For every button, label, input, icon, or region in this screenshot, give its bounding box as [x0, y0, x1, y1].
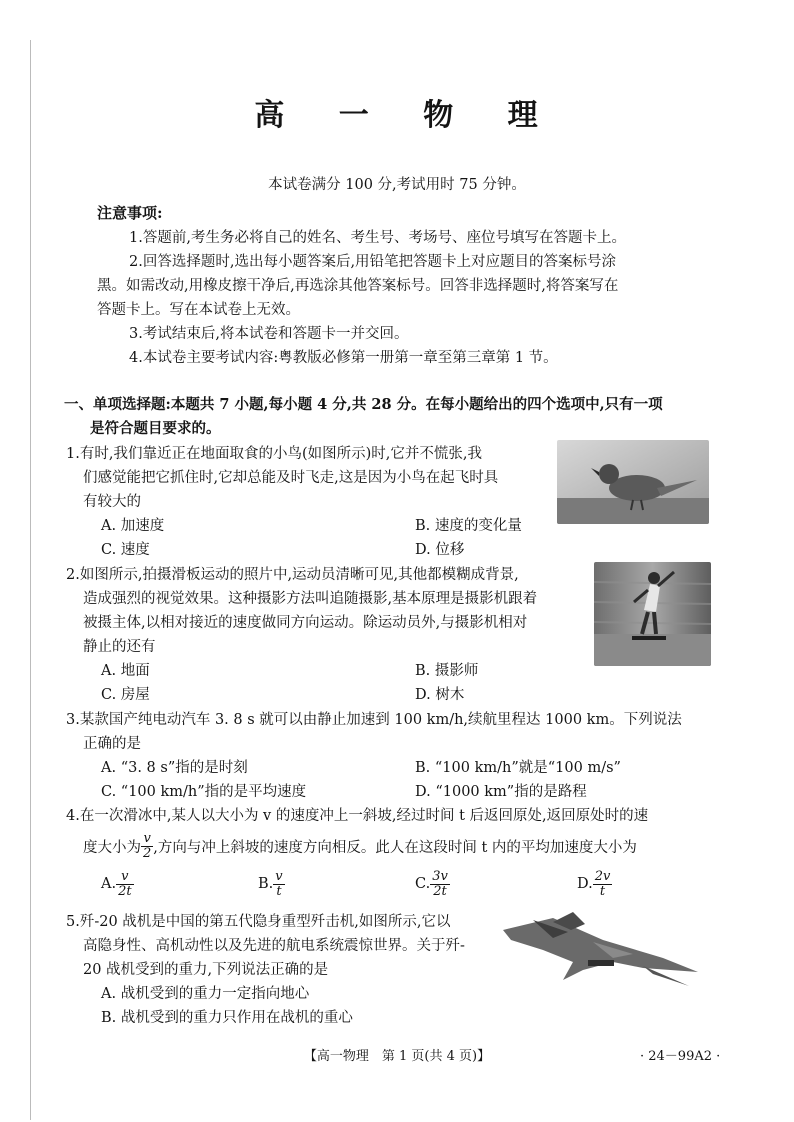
q3-option-a: A. “3. 8 s”指的是时刻 — [101, 760, 248, 776]
q4-option-den: 2t — [433, 883, 447, 899]
question-2-text: 被摄主体,以相对接近的速度做同方向运动。除运动员外,与摄影机相对 — [83, 615, 528, 631]
q4-text-post: ,方向与冲上斜坡的速度方向相反。此人在这段时间 t 内的平均加速度大小为 — [153, 839, 637, 856]
q5-option-a: A. 战机受到的重力一定指向地心 — [101, 986, 310, 1002]
q4-option-num: v — [116, 870, 134, 885]
notice-line: 答题卡上。写在本试卷上无效。 — [97, 302, 300, 318]
q4-option-fraction — [430, 870, 450, 898]
question-4-text — [83, 832, 637, 860]
q3-option-c: C. “100 km/h”指的是平均速度 — [101, 784, 307, 800]
q3-option-d: D. “1000 km”指的是路程 — [415, 784, 587, 800]
page-title: 高 一 物 理 — [254, 98, 560, 133]
fighter-jet-photo — [493, 910, 703, 992]
q4-text-pre: 度大小为 — [83, 839, 141, 856]
bird-photo — [557, 440, 709, 524]
q4-fraction-den: 2 — [143, 845, 152, 861]
q2-option-b: B. 摄影师 — [415, 663, 479, 679]
question-3-text: 3.某款国产纯电动汽车 3. 8 s 就可以由静止加速到 100 km/h,续航里程达 1000 km。下列说法 — [66, 712, 682, 728]
q4-option-den: t — [276, 883, 282, 899]
q4-option-c — [415, 870, 450, 898]
q1-option-d: D. 位移 — [415, 542, 465, 558]
q4-option-den: t — [599, 883, 606, 899]
section-heading: 一、单项选择题:本题共 7 小题,每小题 4 分,共 28 分。在每小题给出的四个选项中,只有一项 — [64, 396, 663, 413]
q1-option-b: B. 速度的变化量 — [415, 518, 522, 534]
question-1-text: 们感觉能把它抓住时,它却总能及时飞走,这是因为小鸟在起飞时具 — [83, 470, 499, 486]
q5-option-b: B. 战机受到的重力只作用在战机的重心 — [101, 1010, 353, 1026]
question-2-text: 造成强烈的视觉效果。这种摄影方法叫追随摄影,基本原理是摄影机跟着 — [83, 591, 538, 607]
skateboard-photo — [594, 562, 711, 666]
question-4-text: 4.在一次滑冰中,某人以大小为 v 的速度冲上一斜坡,经过时间 t 后返回原处,返回原处时的速 — [66, 808, 649, 824]
q1-option-a: A. 加速度 — [101, 518, 165, 534]
q4-option-a — [101, 870, 134, 898]
question-5-text: 高隐身性、高机动性以及先进的航电系统震惊世界。关于歼- — [83, 938, 465, 954]
q4-option-fraction — [116, 870, 134, 898]
q4-option-fraction — [273, 870, 284, 898]
exam-code: · 24－99A2 · — [640, 1049, 721, 1064]
question-3-text: 正确的是 — [83, 736, 141, 752]
q4-option-label: B. — [258, 876, 274, 893]
page-footer: 【高一物理 第 1 页(共 4 页)】 — [303, 1049, 491, 1064]
q4-option-label: C. — [415, 876, 431, 893]
q4-option-label: D. — [577, 876, 593, 893]
notice-line: 4.本试卷主要考试内容:粤教版必修第一册第一章至第三章第 1 节。 — [129, 350, 558, 366]
q1-option-c: C. 速度 — [101, 542, 150, 558]
q2-option-c: C. 房屋 — [101, 687, 150, 703]
question-2-text: 2.如图所示,拍摄滑板运动的照片中,运动员清晰可见,其他都模糊成背景, — [66, 567, 519, 583]
q4-option-b — [258, 870, 285, 898]
q4-fraction — [141, 832, 153, 860]
q2-option-a: A. 地面 — [101, 663, 150, 679]
question-1-text: 有较大的 — [83, 494, 141, 510]
question-5-text: 20 战机受到的重力,下列说法正确的是 — [83, 962, 329, 978]
q4-option-num: v — [275, 869, 283, 884]
question-1-text: 1.有时,我们靠近正在地面取食的小鸟(如图所示)时,它并不慌张,我 — [66, 446, 482, 462]
notice-line: 3.考试结束后,将本试卷和答题卡一并交回。 — [129, 326, 409, 342]
q4-option-num: 2v — [594, 869, 611, 884]
question-2-text: 静止的还有 — [83, 639, 156, 655]
q4-fraction-num: v — [141, 832, 153, 847]
question-5-text: 5.歼-20 战机是中国的第五代隐身重型歼击机,如图所示,它以 — [66, 914, 451, 930]
q3-option-b: B. “100 km/h”就是“100 m/s” — [415, 760, 621, 776]
q4-option-label: A. — [101, 876, 117, 893]
exam-info: 本试卷满分 100 分,考试用时 75 分钟。 — [268, 177, 526, 193]
q2-option-d: D. 树木 — [415, 687, 465, 703]
notice-heading: 注意事项: — [97, 204, 163, 222]
q4-option-den: 2t — [118, 883, 132, 899]
page-margin-line — [30, 40, 31, 1120]
notice-line: 2.回答选择题时,选出每小题答案后,用铅笔把答题卡上对应题目的答案标号涂 — [129, 254, 617, 270]
q4-option-d — [577, 870, 612, 898]
q4-option-fraction — [593, 870, 613, 898]
notice-line: 黑。如需改动,用橡皮擦干净后,再选涂其他答案标号。回答非选择题时,将答案写在 — [97, 278, 619, 294]
q4-option-num: 3v — [432, 869, 448, 884]
section-heading: 是符合题目要求的。 — [90, 420, 221, 437]
notice-line: 1.答题前,考生务必将自己的姓名、考生号、考场号、座位号填写在答题卡上。 — [129, 230, 626, 246]
